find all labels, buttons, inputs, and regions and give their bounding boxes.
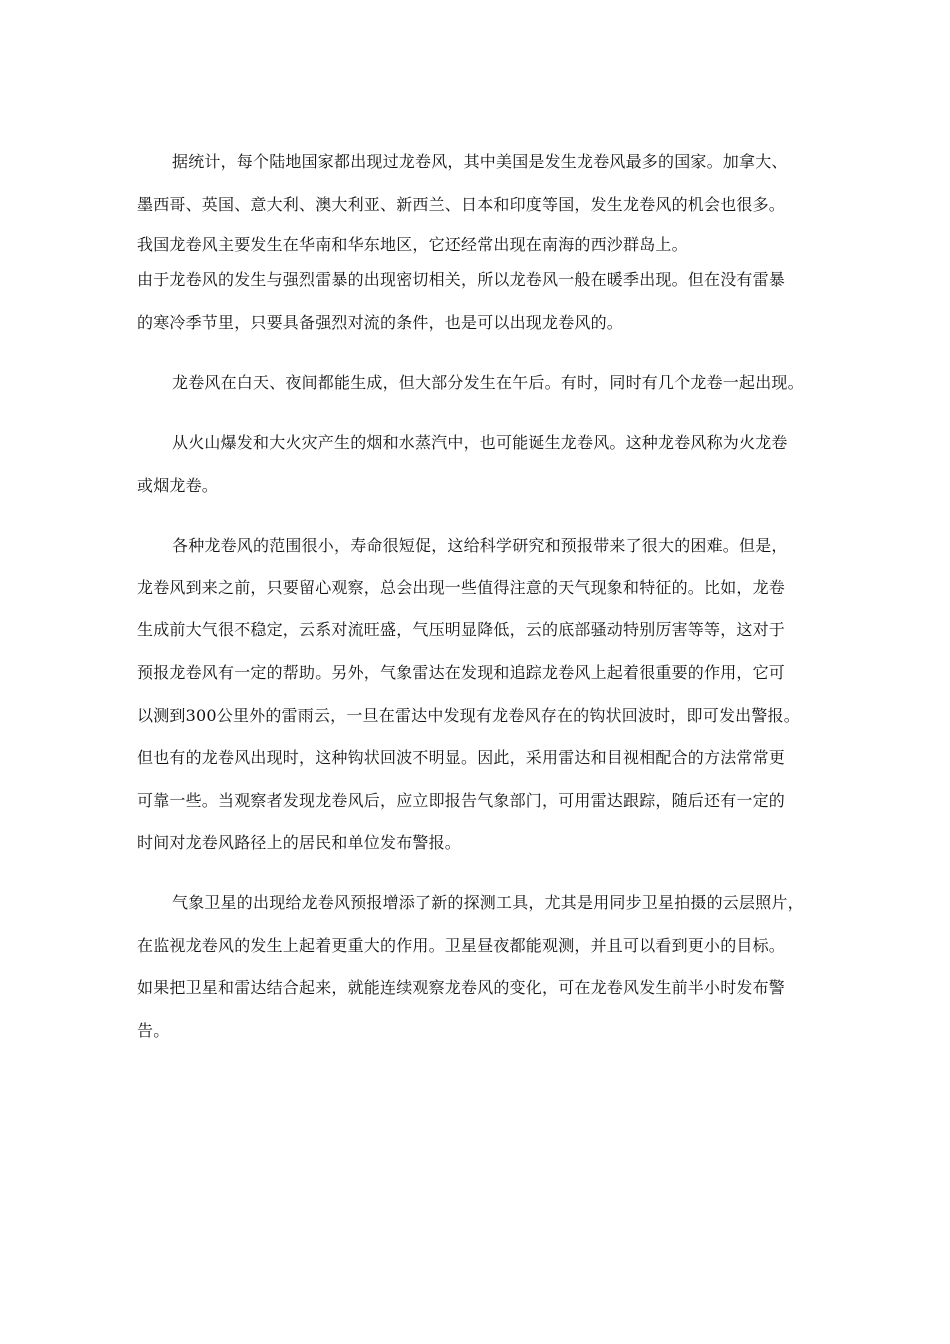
text-line: 预报龙卷风有一定的帮助。另外，气象雷达在发现和追踪龙卷风上起着很重要的作用，它可 (137, 663, 786, 682)
text-line: 由于龙卷风的发生与强烈雷暴的出现密切相关，所以龙卷风一般在暖季出现。但在没有雷暴 (137, 270, 786, 289)
text-line: 从火山爆发和大火灾产生的烟和水蒸汽中，也可能诞生龙卷风。这种龙卷风称为火龙卷 (172, 433, 788, 452)
text-line: 时间对龙卷风路径上的居民和单位发布警报。 (137, 833, 462, 852)
text-line: 或烟龙卷。 (137, 476, 219, 495)
text-line: 如果把卫星和雷达结合起来，就能连续观察龙卷风的变化，可在龙卷风发生前半小时发布警 (137, 978, 786, 997)
text-line: 生成前大气很不稳定，云系对流旺盛，气压明显降低，云的底部骚动特别厉害等等，这对于 (137, 620, 786, 639)
text-line: 我国龙卷风主要发生在华南和华东地区，它还经常出现在南海的西沙群岛上。 (137, 235, 688, 254)
text-line: 可靠一些。当观察者发现龙卷风后，应立即报告气象部门，可用雷达跟踪，随后还有一定的 (137, 791, 786, 810)
text-line: 龙卷风到来之前，只要留心观察，总会出现一些值得注意的天气现象和特征的。比如，龙卷 (137, 578, 786, 597)
text-line: 据统计，每个陆地国家都出现过龙卷风，其中美国是发生龙卷风最多的国家。加拿大、 (172, 152, 788, 171)
text-line: 的寒冷季节里，只要具备强烈对流的条件，也是可以出现龙卷风的。 (137, 313, 624, 332)
text-line: 气象卫星的出现给龙卷风预报增添了新的探测工具，尤其是用同步卫星拍摄的云层照片， (172, 893, 804, 912)
text-line: 但也有的龙卷风出现时，这种钩状回波不明显。因此，采用雷达和目视相配合的方法常常更 (137, 748, 786, 767)
text-line: 墨西哥、英国、意大利、澳大利亚、新西兰、日本和印度等国，发生龙卷风的机会也很多。 (137, 195, 786, 214)
text-line: 以测到300公里外的雷雨云，一旦在雷达中发现有龙卷风存在的钩状回波时，即可发出警报。 (137, 706, 800, 725)
text-line: 龙卷风在白天、夜间都能生成，但大部分发生在午后。有时，同时有几个龙卷一起出现。 (172, 373, 804, 392)
text-line: 告。 (137, 1021, 170, 1040)
text-line: 在监视龙卷风的发生上起着更重大的作用。卫星昼夜都能观测，并且可以看到更小的目标。 (137, 936, 786, 955)
text-line: 各种龙卷风的范围很小，寿命很短促，这给科学研究和预报带来了很大的困难。但是， (172, 536, 788, 555)
